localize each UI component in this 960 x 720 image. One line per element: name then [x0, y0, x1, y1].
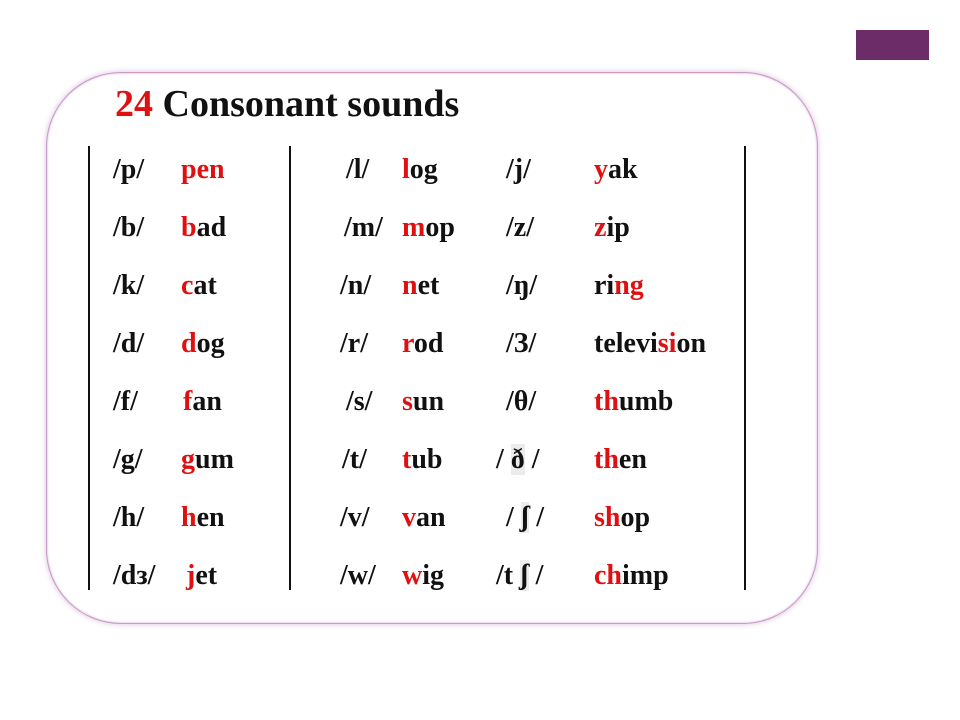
word-letters: og: [196, 328, 225, 359]
highlighted-letters: sh: [594, 502, 621, 533]
example-word: [594, 152, 638, 188]
word-letters: ad: [196, 212, 227, 243]
phoneme-symbol: /t/: [342, 444, 367, 475]
highlighted-letters: p: [181, 154, 197, 185]
word-letters: og: [409, 154, 438, 185]
ipa-glyph: ʃ: [520, 502, 530, 533]
title-number: 24: [115, 83, 153, 125]
highlighted-letters: s: [402, 386, 413, 417]
example-word: [594, 326, 706, 362]
example-word: [594, 500, 650, 536]
example-word: [402, 326, 444, 362]
word-letters: op: [620, 502, 651, 533]
phoneme-symbol: /h/: [113, 502, 145, 533]
phoneme-symbol: /s/: [346, 386, 373, 417]
highlighted-letters: g: [181, 444, 195, 475]
example-word: [181, 442, 234, 478]
example-word: [181, 210, 226, 246]
word-letters: en: [618, 444, 647, 475]
example-word: [594, 384, 673, 420]
example-word: [402, 384, 444, 420]
example-word: [402, 152, 438, 188]
highlighted-letters: j: [186, 560, 196, 591]
phoneme-symbol: /r/: [340, 328, 368, 359]
phoneme-symbol: /v/: [340, 502, 370, 533]
highlighted-letters: m: [402, 212, 426, 243]
phoneme-symbol: /ŋ/: [506, 270, 538, 301]
word-letters: an: [416, 502, 446, 533]
word-letters: ub: [411, 444, 443, 475]
highlighted-letters: z: [594, 212, 607, 243]
example-word: [402, 268, 439, 304]
phoneme-symbol: / ʃ /: [506, 502, 545, 533]
word-letters: ig: [422, 560, 445, 591]
column-divider: [744, 146, 746, 590]
example-word: [181, 326, 225, 362]
column-divider: [88, 146, 90, 590]
phoneme-symbol: /dз/: [113, 560, 156, 591]
word-letters: an: [192, 386, 222, 417]
highlighted-letters: en: [196, 154, 225, 185]
highlighted-letters: ng: [614, 270, 644, 301]
highlighted-letters: y: [594, 154, 608, 185]
ipa-glyph: ð: [510, 444, 525, 475]
word-letters: at: [193, 270, 217, 301]
word-letters: televi: [594, 328, 658, 359]
word-letters: ip: [606, 212, 630, 243]
slide-title: [115, 81, 459, 127]
highlighted-letters: si: [657, 328, 677, 359]
phoneme-symbol: /b/: [113, 212, 145, 243]
highlighted-letters: r: [402, 328, 414, 359]
word-letters: imp: [622, 560, 669, 591]
highlighted-letters: w: [402, 560, 423, 591]
phoneme-symbol: /j/: [506, 154, 531, 185]
word-letters: ri: [594, 270, 615, 301]
phoneme-symbol: /z/: [506, 212, 534, 243]
phoneme-symbol: /З/: [506, 328, 537, 359]
phoneme-symbol: /w/: [340, 560, 376, 591]
word-letters: um: [195, 444, 234, 475]
example-word: [181, 500, 225, 536]
highlighted-letters: v: [402, 502, 416, 533]
highlighted-letters: ch: [594, 560, 622, 591]
phoneme-symbol: / ð /: [496, 444, 540, 475]
phoneme-symbol: /θ/: [506, 386, 537, 417]
word-letters: op: [425, 212, 455, 243]
example-word: [402, 500, 446, 536]
example-word: [594, 210, 630, 246]
corner-accent-bar: [856, 30, 929, 60]
phoneme-symbol: /l/: [346, 154, 370, 185]
word-letters: en: [196, 502, 225, 533]
phoneme-symbol: /k/: [113, 270, 145, 301]
word-letters: umb: [618, 386, 674, 417]
word-letters: et: [195, 560, 218, 591]
highlighted-letters: c: [181, 270, 194, 301]
example-word: [594, 442, 647, 478]
phoneme-symbol: /n/: [340, 270, 372, 301]
example-word: [594, 268, 644, 304]
phoneme-symbol: /p/: [113, 154, 145, 185]
example-word: [181, 152, 225, 188]
example-word: [594, 558, 669, 594]
highlighted-letters: th: [594, 444, 619, 475]
phoneme-symbol: /f/: [113, 386, 138, 417]
highlighted-letters: d: [181, 328, 197, 359]
highlighted-letters: n: [402, 270, 418, 301]
phoneme-symbol: /t ʃ /: [496, 560, 544, 591]
highlighted-letters: f: [183, 386, 193, 417]
highlighted-letters: l: [402, 154, 410, 185]
phoneme-symbol: /g/: [113, 444, 143, 475]
example-word: [402, 210, 455, 246]
example-word: [402, 442, 442, 478]
highlighted-letters: b: [181, 212, 197, 243]
highlighted-letters: th: [594, 386, 619, 417]
title-text: Consonant sounds: [162, 83, 460, 125]
column-divider: [289, 146, 291, 590]
phoneme-symbol: /d/: [113, 328, 145, 359]
highlighted-letters: h: [181, 502, 197, 533]
highlighted-letters: t: [402, 444, 412, 475]
word-letters: on: [676, 328, 707, 359]
example-word: [183, 384, 222, 420]
example-word: [181, 268, 217, 304]
word-letters: et: [417, 270, 440, 301]
example-word: [402, 558, 444, 594]
example-word: [186, 558, 217, 594]
word-letters: un: [412, 386, 445, 417]
word-letters: ak: [608, 154, 638, 185]
phoneme-symbol: /m/: [344, 212, 383, 243]
word-letters: od: [413, 328, 444, 359]
ipa-glyph: ʃ: [520, 560, 529, 591]
